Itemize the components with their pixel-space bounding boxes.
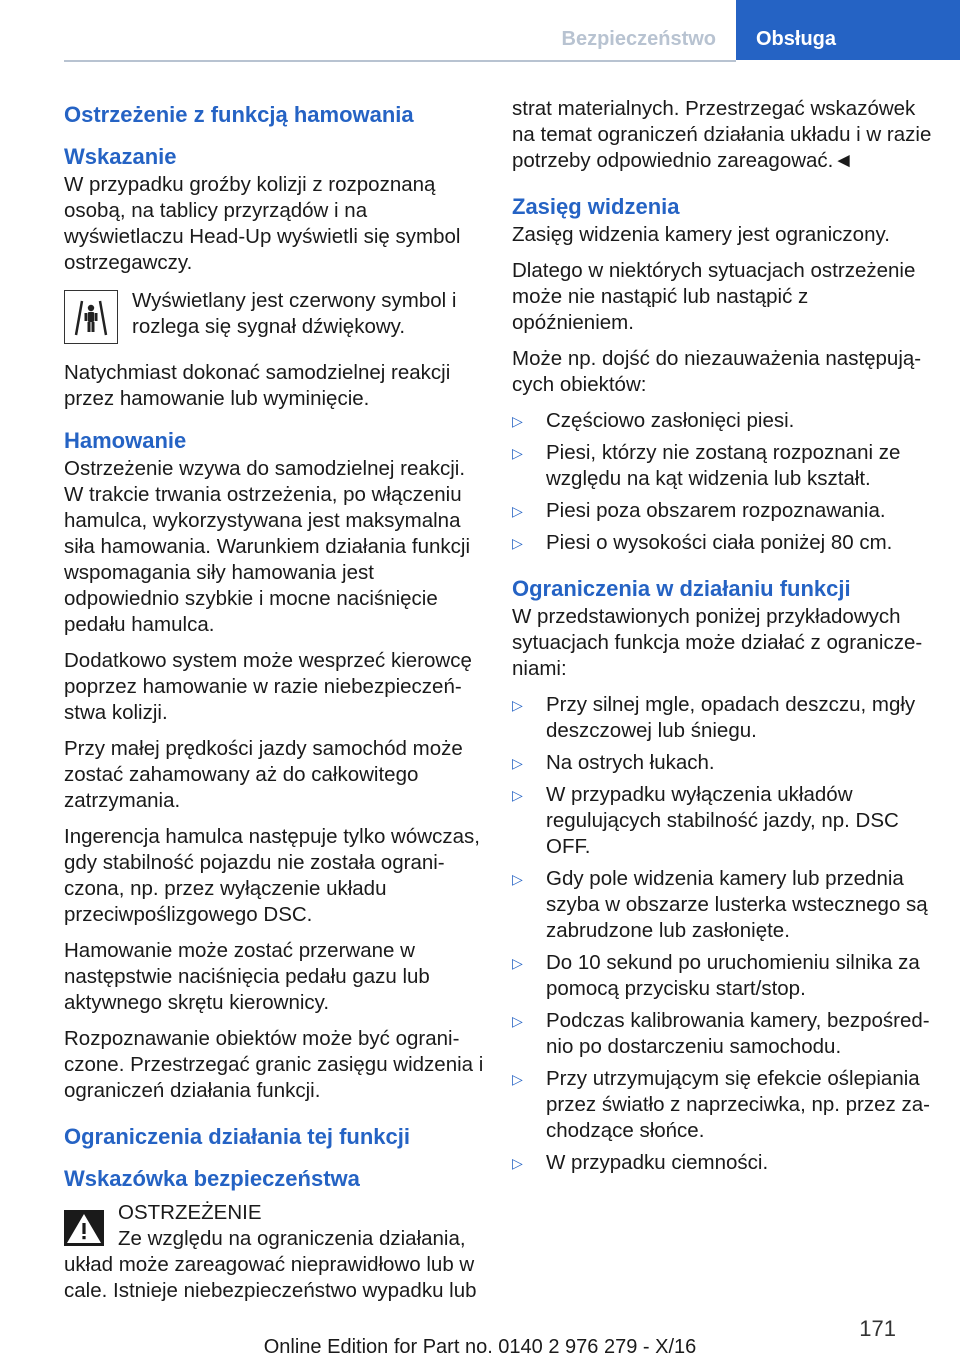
hamowanie-paragraph: Ingerencja hamulca następuje tylko wówczas, gdy stabilność pojazdu nie została ograniczona, np. przez wyłączenie układu przeciwpoślizgowego DSC. [64, 825, 480, 926]
range-list [512, 408, 932, 556]
list-item: ▷ Piesi poza obszarem rozpoznawania. [512, 499, 886, 522]
triangle-bullet-icon: ▷ [512, 1013, 523, 1029]
warning-text-continued: układ może zareagować nieprawidłowo lub w cale. Istnieje niebezpieczeństwo wypadku lub [64, 1253, 477, 1302]
page-header [542, 0, 960, 60]
chapter-tab: Obsługa [736, 0, 960, 60]
list-item: ▷ Częściowo zasłonięci piesi. [512, 409, 795, 432]
section-title: Ostrzeżenie z funkcją hamowania [64, 102, 414, 127]
continued-text: strat materialnych. Przestrzegać wskazówek na temat ograniczeń działania układu i w razie potrzeby odpowiednio zareagować.◄ [512, 97, 932, 172]
triangle-bullet-icon: ▷ [512, 1071, 523, 1087]
hamowanie-paragraph: Ostrzeżenie wzywa do samodzielnej reakcji. W trakcie trwania ostrzeżenia, po włączeniu hamulca, wykorzystywana jest maksymalna siła hamowania. Warunkiem działania funkcji wspomagania siły hamowania jest odpowiednio szybkie i mocne naciśnięcie pedału hamulca. [64, 457, 471, 636]
range-heading: Zasięg widzenia [512, 194, 680, 219]
page-number: 171 [859, 1316, 896, 1341]
hamowanie-paragraph: Przy małej prędkości jazdy samochód może zostać zahamowany aż do całkowitego zatrzymania. [64, 737, 463, 812]
triangle-bullet-icon: ▷ [512, 871, 523, 887]
right-column [512, 96, 932, 1182]
warning-text: Ze względu na ograniczenia działania, [118, 1227, 466, 1250]
list-item: ▷ Na ostrych łukach. [512, 751, 715, 774]
icon-note-text: Wyświetlany jest czerwony symbol i rozlega się sygnał dźwiękowy. [132, 289, 457, 338]
list-item: ▷ Przy utrzymującym się efekcie oślepiania przez światło z naprzeciwka, np. przez zachodzące słońce. [512, 1067, 930, 1142]
list-item: ▷ Piesi, którzy nie zostaną rozpoznani ze względu na kąt widzenia lub kształt. [512, 441, 901, 490]
triangle-bullet-icon: ▷ [512, 503, 523, 519]
hamowanie-heading: Hamowanie [64, 428, 187, 453]
icon-note [64, 288, 484, 344]
range-paragraph: Może np. dojść do niezauważenia następujących obiektów: [512, 347, 922, 396]
triangle-bullet-icon: ▷ [512, 755, 523, 771]
list-item: ▷ W przypadku ciemności. [512, 1151, 769, 1174]
hamowanie-paragraph: Hamowanie może zostać przerwane w następstwie naciśnięcia pedału gazu lub aktywnego skrętu kierownicy. [64, 939, 430, 1014]
warning-block [64, 1200, 484, 1252]
list-item: ▷ Podczas kalibrowania kamery, bezpośrednio po dostarczeniu samochodu. [512, 1009, 930, 1058]
wskazanie-heading: Wskazanie [64, 144, 177, 169]
left-column [64, 96, 484, 1304]
range-paragraph: Dlatego w niektórych sytuacjach ostrzeżenie może nie nastąpić lub nastąpić z opóźnieniem. [512, 259, 916, 334]
pedestrian-warning-icon [64, 290, 118, 344]
hamowanie-paragraph: Rozpoznawanie obiektów może być ograniczone. Przestrzegać granic zasięgu widzenia i ograniczeń działania funkcji. [64, 1027, 484, 1102]
header-rule [64, 60, 736, 62]
triangle-bullet-icon: ▷ [512, 535, 523, 551]
range-paragraph: Zasięg widzenia kamery jest ograniczony. [512, 223, 890, 246]
hamowanie-paragraph: Dodatkowo system może wesprzeć kierowcę poprzez hamowanie w razie niebezpieczeństwa kolizji. [64, 649, 472, 724]
list-item: ▷ Przy silnej mgle, opadach deszczu, mgły deszczowej lub śniegu. [512, 693, 916, 742]
edition-footer: Online Edition for Part no. 0140 2 976 279 - X/16 [263, 1336, 697, 1358]
limits-heading: Ograniczenia w działaniu funkcji [512, 576, 851, 601]
list-item: ▷ Do 10 sekund po uruchomieniu silnika za pomocą przycisku start/stop. [512, 951, 920, 1000]
triangle-bullet-icon: ▷ [512, 445, 523, 461]
safety-heading: Wskazówka bezpieczeństwa [64, 1166, 360, 1191]
warning-triangle-icon [64, 1210, 104, 1246]
triangle-bullet-icon: ▷ [512, 697, 523, 713]
react-text: Natychmiast dokonać samodzielnej reakcji przez hamowanie lub wyminięcie. [64, 361, 451, 410]
wskazanie-text: W przypadku groźby kolizji z rozpoznaną osobą, na tablicy przyrządów i na wyświetlaczu Head-Up wyświetli się symbol ostrzegawczy. [64, 173, 461, 274]
warning-label: OSTRZEŻENIE [118, 1201, 262, 1224]
limits-intro: W przedstawionych poniżej przykładowych sytuacjach funkcja może działać z ograniczeniami: [512, 605, 923, 680]
limits-list [512, 692, 932, 1176]
triangle-bullet-icon: ▷ [512, 787, 523, 803]
limits-title: Ograniczenia działania tej funkcji [64, 1124, 410, 1149]
section-tab: Bezpieczeństwo [561, 28, 716, 50]
list-item: ▷ Piesi o wysokości ciała poniżej 80 cm. [512, 531, 893, 554]
triangle-bullet-icon: ▷ [512, 1155, 523, 1171]
triangle-bullet-icon: ▷ [512, 955, 523, 971]
list-item: ▷ Gdy pole widzenia kamery lub przednia szyba w obszarze lusterka wstecznego są zabrudzone lub zasłonięte. [512, 867, 928, 942]
triangle-bullet-icon: ▷ [512, 413, 523, 429]
list-item: ▷ W przypadku wyłączenia układów regulujących stabilność jazdy, np. DSC OFF. [512, 783, 899, 858]
